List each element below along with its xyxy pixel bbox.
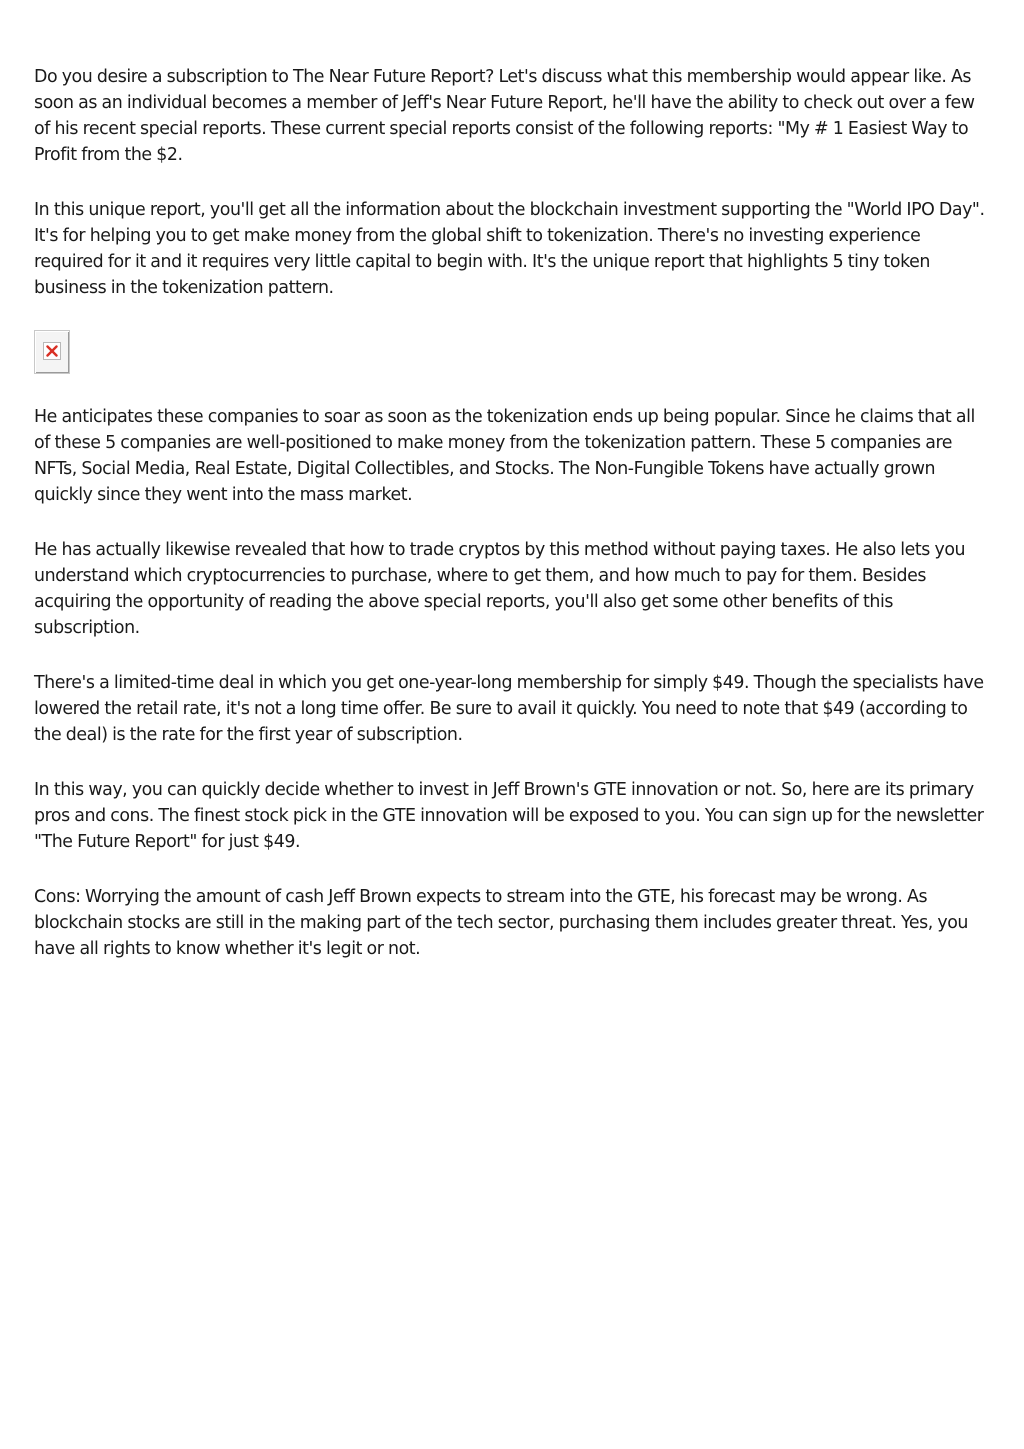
paragraph-6: In this way, you can quickly decide whether to invest in Jeff Brown's GTE innovation or not. So, here are its primary pros and cons. The finest stock pick in the GTE innovation will be exposed to you. You can sign up for the newsletter "The Future Report" for just $49.: [34, 780, 984, 852]
article-body: [34, 64, 992, 991]
paragraph-3: He anticipates these companies to soar as soon as the tokenization ends up being popular. Since he claims that all of these 5 companies are well-positioned to make money from the tokenization pattern. These 5 companies are NFTs, Social Media, Real Estate, Digital Collectibles, and Stocks. The Non-Fungible Tokens have actually grown quickly since they went into the mass market.: [34, 407, 975, 505]
paragraph-4: He has actually likewise revealed that how to trade cryptos by this method without paying taxes. He also lets you understand which cryptocurrencies to purchase, where to get them, and how much to pay for them. Besides acquiring the opportunity of reading the above special reports, you'll also get some other benefits of this subscription.: [34, 540, 966, 638]
close-icon: [46, 345, 58, 357]
paragraph-5: There's a limited-time deal in which you get one-year-long membership for simply $49. Though the specialists have lowered the retail rate, it's not a long time offer. Be sure to avail it quickly. You need to note that $49 (according to the deal) is the rate for the first year of subscription.: [34, 673, 984, 745]
broken-image-icon: [34, 330, 70, 374]
paragraph-7: Cons: Worrying the amount of cash Jeff Brown expects to stream into the GTE, his forecast may be wrong. As blockchain stocks are still in the making part of the tech sector, purchasing them includes greater threat. Yes, you have all rights to know whether it's legit or not.: [34, 887, 968, 959]
paragraph-2: In this unique report, you'll get all the information about the blockchain investment supporting the "World IPO Day". It's for helping you to get make money from the global shift to tokenization. There's no investing experience required for it and it requires very little capital to begin with. It's the unique report that highlights 5 tiny token business in the tokenization pattern.: [34, 200, 985, 298]
image-placeholder-frame: [43, 342, 61, 360]
paragraph-1: Do you desire a subscription to The Near Future Report? Let's discuss what this membership would appear like. As soon as an individual becomes a member of Jeff's Near Future Report, he'll have the ability to check out over a few of his recent special reports. These current special reports consist of the following reports: "My # 1 Easiest Way to Profit from the $2.: [34, 67, 975, 165]
